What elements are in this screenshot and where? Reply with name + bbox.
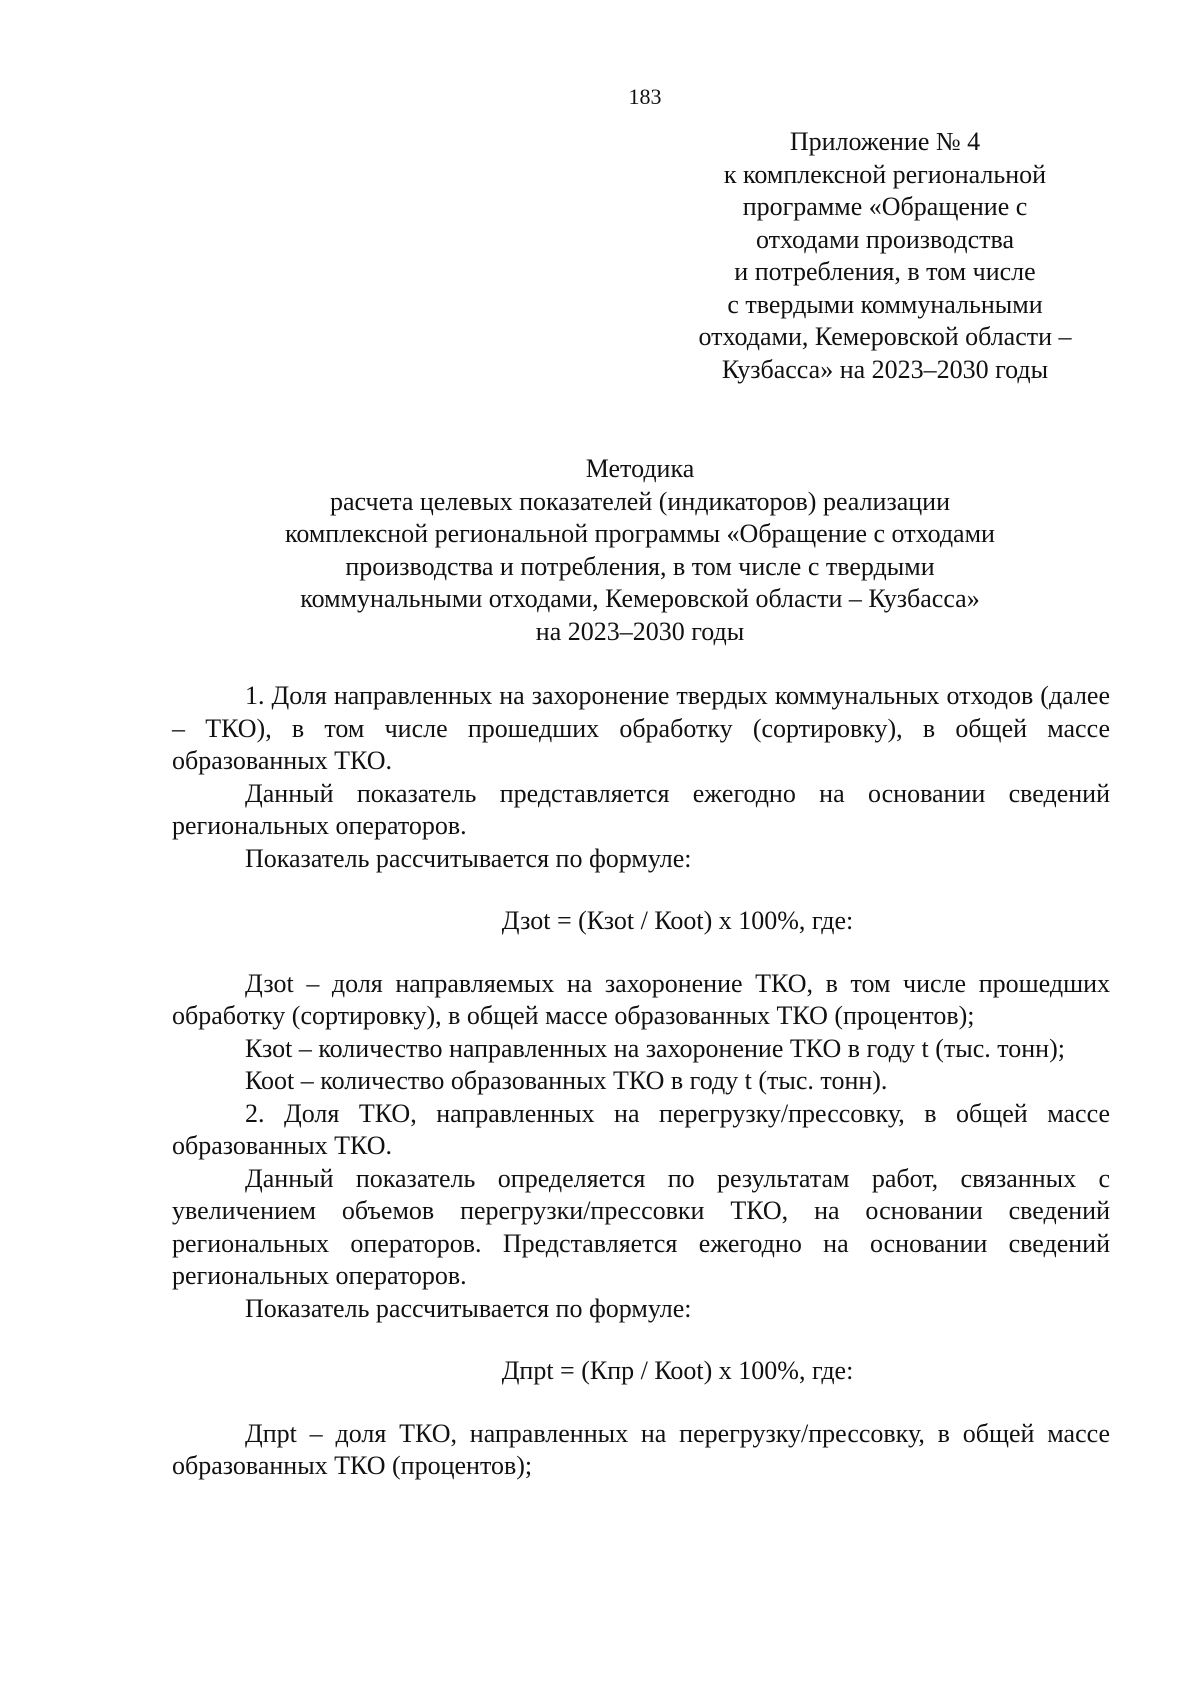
appendix-line: Кузбасса» на 2023–2030 годы (721, 354, 1049, 384)
title-line: коммунальными отходами, Кемеровской области – Кузбасса» (300, 584, 980, 613)
paragraph-formula-intro-2: Показатель рассчитывается по формуле: (245, 1293, 692, 1323)
appendix-header (660, 126, 1110, 386)
title-line: расчета целевых показателей (индикаторов) реализации (329, 486, 951, 516)
paragraph-source-1: Данный показатель представляется ежегодно на основании сведений региональных операторов. (172, 778, 1110, 840)
paragraph-definition-dzot: Дзоt – доля направляемых на захоронение ТКО, в том числе прошедших обработку (сортировку), в общей массе образованных ТКО (процентов); (172, 968, 1110, 1030)
appendix-line: отходами, Кемеровской области – (698, 322, 1072, 351)
formula-1: Дзоt = (Кзоt / Коot) х 100%, где: (501, 906, 854, 935)
page-number: 183 (628, 84, 662, 109)
paragraph-formula-intro-1: Показатель рассчитывается по формуле: (245, 843, 692, 873)
paragraph-source-2: Данный показатель определяется по результатам работ, связанных с увеличением объемов перегрузки/прессовки ТКО, на основании сведений региональных операторов. Представляется ежегодно на основании сведений региональных операторов. (172, 1163, 1110, 1290)
body-section-1 (172, 680, 1110, 1483)
appendix-line: программе «Обращение с (742, 192, 1028, 221)
paragraph-definition-dprt: Дпрt – доля ТКО, направленных на перегрузку/прессовку, в общей массе образованных ТКО (процентов); (172, 1418, 1110, 1480)
paragraph-indicator-1: 1. Доля направленных на захоронение твердых коммунальных отходов (далее – ТКО), в том числе прошедших обработку (сортировку), в общей массе образованных ТКО. (172, 681, 1110, 775)
paragraph-definition-kzot: Кзоt – количество направленных на захоронение ТКО в году t (тыс. тонн); (245, 1033, 1065, 1063)
formula-2: Дпрt = (Кпр / Коot) х 100%, где: (501, 1356, 854, 1385)
title-line: производства и потребления, в том числе с твердыми (345, 551, 935, 581)
title-line: Методика (585, 454, 695, 483)
appendix-line: Приложение № 4 (789, 127, 981, 156)
appendix-line: отходами производства (756, 224, 1014, 254)
paragraph-indicator-2: 2. Доля ТКО, направленных на перегрузку/прессовку, в общей массе образованных ТКО. (172, 1098, 1110, 1160)
paragraph-definition-koot: Коot – количество образованных ТКО в году t (тыс. тонн). (245, 1066, 888, 1095)
title-line: комплексной региональной программы «Обращение с отходами (285, 519, 995, 548)
title-line: на 2023–2030 годы (535, 616, 745, 646)
appendix-line: с твердыми коммунальными (727, 289, 1043, 319)
appendix-line: к комплексной региональной (723, 159, 1047, 189)
appendix-line: и потребления, в том числе (734, 257, 1036, 286)
document-title (200, 453, 1080, 648)
